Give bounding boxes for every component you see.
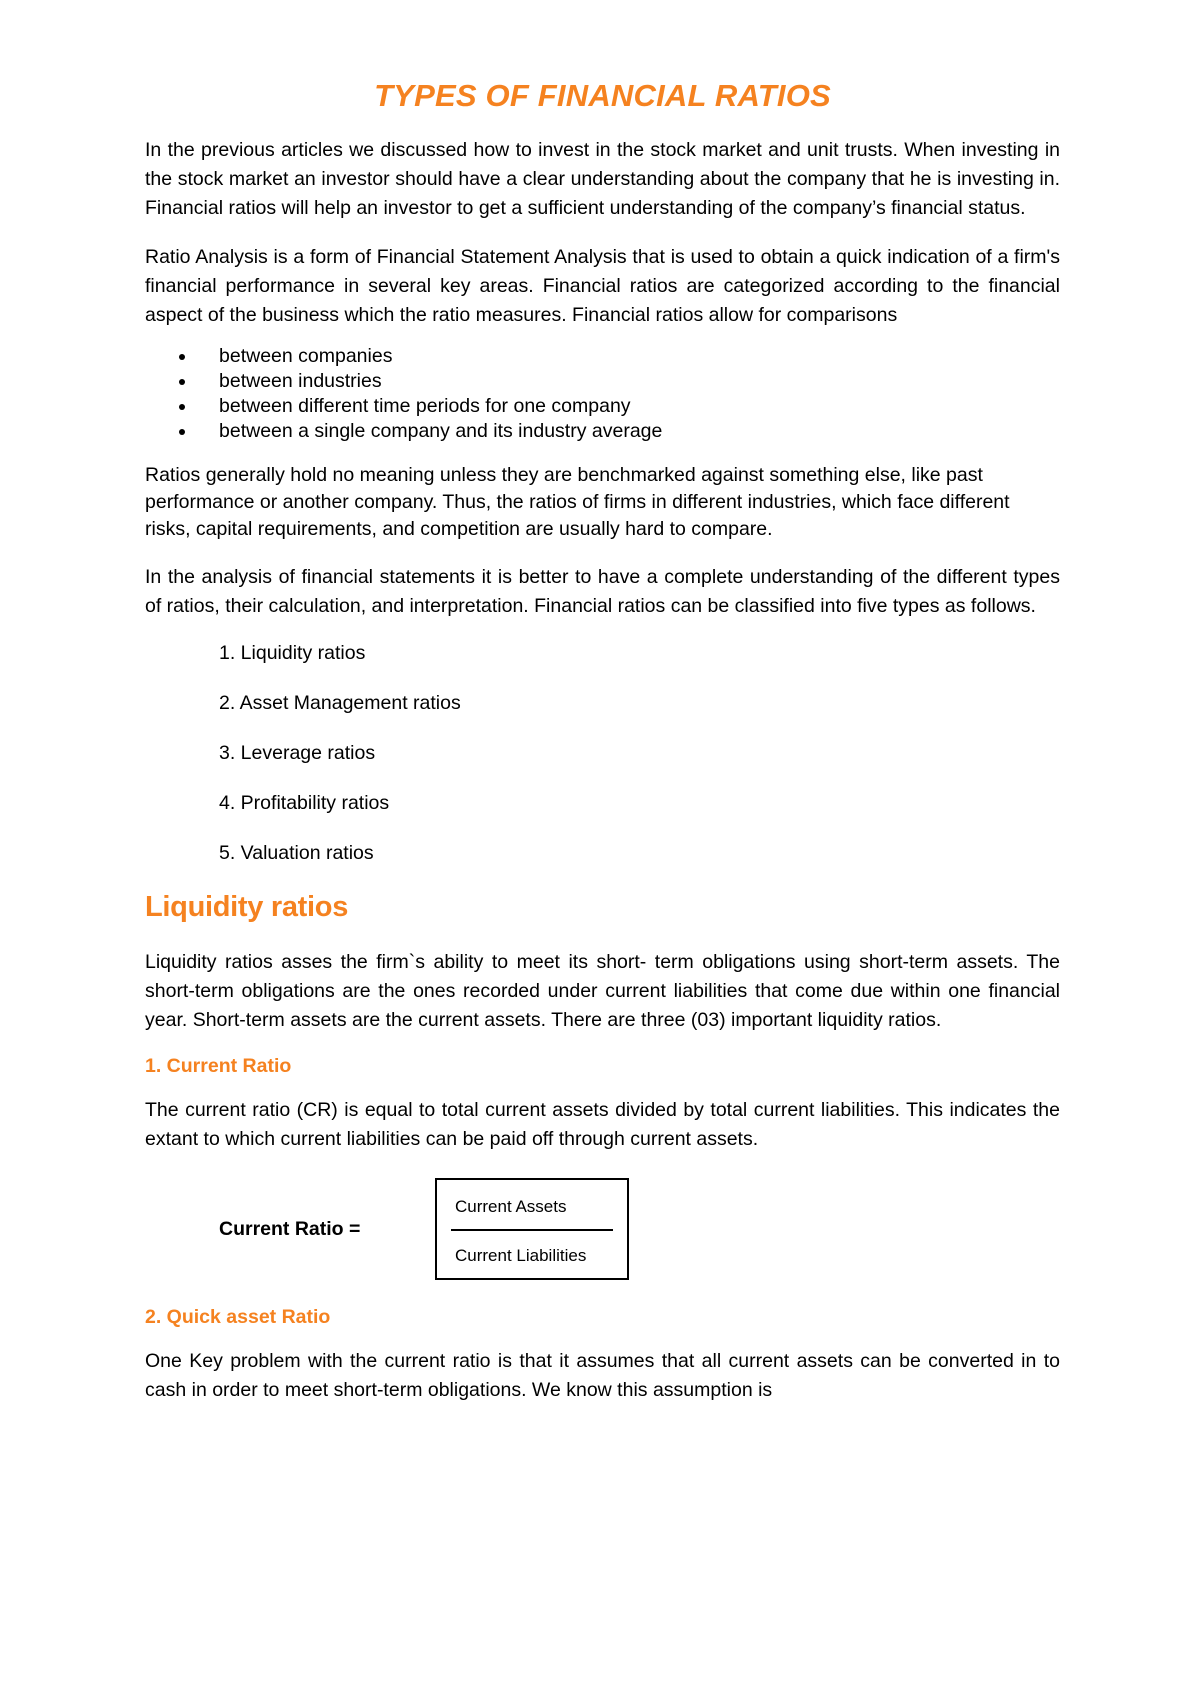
list-item bbox=[179, 394, 1060, 419]
intro-paragraph-4: In the analysis of financial statements it is better to have a complete understanding of the different types of ratios, their calculation, and interpretation. Financial ratios can be classified into five types as follows. bbox=[145, 566, 1060, 617]
bullet-icon bbox=[179, 354, 185, 360]
document-content bbox=[145, 66, 1060, 1425]
formula-denominator: Current Liabilities bbox=[455, 1246, 587, 1265]
current-ratio-heading: 1. Current Ratio bbox=[145, 1055, 292, 1077]
current-ratio-paragraph: The current ratio (CR) is equal to total current assets divided by total current liabilities. This indicates the extant to which current liabilities can be paid off through current assets. bbox=[145, 1099, 1060, 1150]
page-title: TYPES OF FINANCIAL RATIOS bbox=[374, 78, 831, 113]
liquidity-heading: Liquidity ratios bbox=[145, 891, 349, 923]
formula-numerator: Current Assets bbox=[455, 1197, 567, 1216]
bullet-icon bbox=[179, 379, 185, 385]
list-item bbox=[179, 344, 1060, 369]
formula-label: Current Ratio = bbox=[219, 1218, 361, 1240]
list-item: 5. Valuation ratios bbox=[219, 842, 374, 864]
bullet-icon bbox=[179, 404, 185, 410]
fraction-line bbox=[451, 1229, 613, 1231]
ratio-types-list bbox=[145, 641, 1060, 865]
list-item-text: between different time periods for one company bbox=[219, 395, 631, 417]
formula-fraction-box bbox=[435, 1178, 629, 1280]
intro-paragraph-2: Ratio Analysis is a form of Financial Statement Analysis that is used to obtain a quick indication of a firm's financial performance in several key areas. Financial ratios are categorized according to the financial aspect of the business which the ratio measures. Financial ratios allow for comparisons bbox=[145, 246, 1060, 326]
quick-ratio-paragraph: One Key problem with the current ratio is that it assumes that all current assets can be converted in to cash in order to meet short-term obligations. We know this assumption is bbox=[145, 1350, 1060, 1401]
list-item: 3. Leverage ratios bbox=[219, 742, 376, 764]
list-item: 2. Asset Management ratios bbox=[219, 692, 461, 714]
bullet-icon bbox=[179, 429, 185, 435]
list-item bbox=[179, 419, 1060, 444]
list-item: 4. Profitability ratios bbox=[219, 792, 390, 814]
list-item-text: between companies bbox=[219, 345, 393, 367]
list-item-text: between industries bbox=[219, 370, 382, 392]
list-item-text: between a single company and its industry average bbox=[219, 420, 663, 442]
current-ratio-formula bbox=[145, 1178, 1060, 1284]
comparisons-list bbox=[145, 344, 1060, 444]
list-item: 1. Liquidity ratios bbox=[219, 642, 366, 664]
quick-ratio-heading: 2. Quick asset Ratio bbox=[145, 1306, 331, 1328]
list-item bbox=[179, 369, 1060, 394]
liquidity-paragraph: Liquidity ratios asses the firm`s ability to meet its short- term obligations using short-term assets. The short-term obligations are the ones recorded under current liabilities that come due within one financial year. Short-term assets are the current assets. There are three (03) important liquidity ratios. bbox=[145, 951, 1060, 1031]
intro-paragraph-1: In the previous articles we discussed how to invest in the stock market and unit trusts. When investing in the stock market an investor should have a clear understanding about the company that he is investing in. Financial ratios will help an investor to get a sufficient understanding of the company’s financial status. bbox=[145, 139, 1060, 219]
intro-paragraph-3: Ratios generally hold no meaning unless they are benchmarked against something else, like past performance or another company. Thus, the ratios of firms in different industries, which face different risks, capital requirements, and competition are usually hard to compare. bbox=[145, 464, 1010, 540]
